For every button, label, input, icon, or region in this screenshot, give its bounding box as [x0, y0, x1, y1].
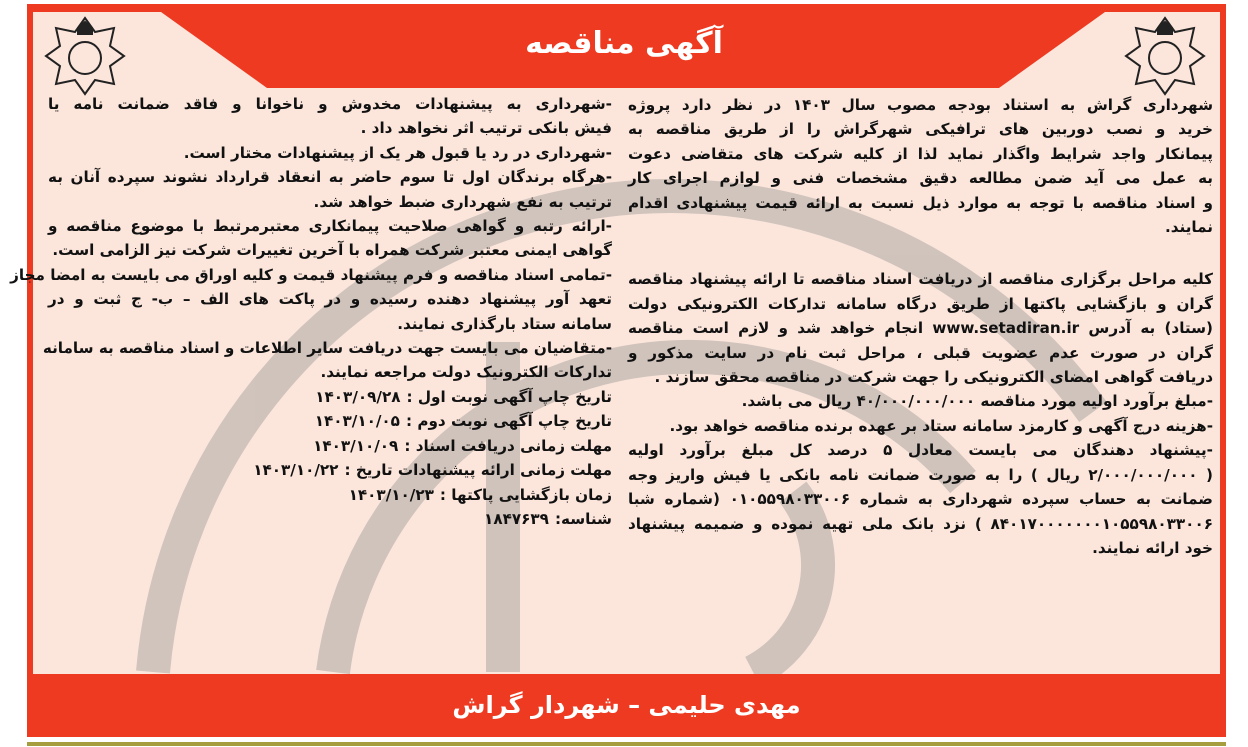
date-value: ۱۴۰۳/۰۹/۲۸: [315, 387, 401, 406]
date-row: [48, 507, 612, 531]
page-title: آگهی مناقصه: [525, 26, 723, 61]
text-line: -متقاضیان می بایست جهت دریافت سایر اطلاعات و اسناد مناقصه به سامانه: [42, 339, 612, 358]
date-value: ۱۴۰۳/۱۰/۲۲: [253, 461, 339, 480]
municipality-logo-icon: [1122, 14, 1208, 98]
date-value: ۱۸۴۷۶۳۹: [484, 509, 549, 528]
paragraph: [628, 93, 1213, 239]
text-line: خود ارائه نمایند.: [1092, 538, 1213, 557]
text-line: (ستاد) به آدرس www.setadiran.ir انجام خواهد شد و لازم است مناقصه: [628, 319, 1213, 338]
date-row: [48, 385, 612, 409]
text-line: ۸۴۰۱۷۰۰۰۰۰۰۰۱۰۵۵۹۸۰۳۳۰۰۶ ) نزد بانک ملی تهیه نموده و ضمیمه پیشنهاد: [628, 514, 1213, 533]
date-value: ۱۴۰۳/۱۰/۰۹: [313, 436, 399, 455]
text-line: دریافت گواهی امضای الکترونیکی را جهت شرکت در مناقصه محقق سازند .: [654, 368, 1213, 387]
text-line: تدارکات الکترونیک دولت مراجعه نمایند.: [320, 363, 612, 382]
date-row: [48, 483, 612, 507]
date-label: شناسه:: [554, 509, 612, 528]
text-line: سامانه ستاد بارگذاری نمایند.: [397, 314, 612, 333]
text-line: تعهد آور پیشنهاد دهنده رسیده و در پاکت های الف – ب- ج ثبت و در: [48, 290, 612, 309]
text-line: ترتیب به نفع شهرداری ضبط خواهد شد.: [313, 192, 612, 211]
paragraph: [628, 389, 1213, 413]
signature-bar: [27, 675, 1226, 735]
date-value: ۱۴۰۳/۱۰/۰۵: [314, 412, 400, 431]
text-line: نمایند.: [1164, 218, 1213, 237]
text-line: پیمانکار واجد شرایط واگذار نماید لذا از کلیه شرکت های متقاضی دعوت: [628, 144, 1213, 163]
text-line: شهرداری گراش به استناد بودجه مصوب سال ۱۴۰۳ در نظر دارد پروژه: [628, 96, 1213, 114]
text-line: ضمانت به حساب سپرده شهرداری به شماره ۰۱۰۵۵۹۸۰۳۳۰۰۶ (شماره شبا: [628, 490, 1213, 509]
text-line: -هرگاه برندگان اول تا سوم حاضر به انعقاد قرارداد نشوند سپرده آنان به: [48, 168, 612, 187]
text-line: -هزینه درج آگهی و کارمزد سامانه ستاد بر عهده برنده مناقصه خواهد بود.: [669, 416, 1213, 435]
paragraph: [628, 414, 1213, 438]
text-line: گواهی ایمنی معتبر شرکت همراه با آخرین تغییرات شرکت نیز الزامی است.: [52, 241, 612, 260]
signature-text: مهدی حلیمی – شهردار گراش: [452, 691, 801, 719]
date-row: [48, 409, 612, 433]
text-line: -مبلغ برآورد اولیه مورد مناقصه ۴۰/۰۰۰/۰۰۰/۰۰۰ ریال می باشد.: [741, 392, 1213, 411]
text-line: -ارائه رتبه و گواهی صلاحیت پیمانکاری معتبرمرتبط با موضوع مناقصه و: [48, 217, 612, 236]
paragraph: [48, 92, 612, 141]
paragraph: [48, 141, 612, 165]
text-line: به عمل می آید ضمن مطالعه دقیق مشخصات فنی و لوازم اجرای کار: [628, 169, 1213, 188]
paragraph: [628, 438, 1213, 560]
date-value: ۱۴۰۳/۱۰/۲۳: [348, 485, 434, 504]
text-line: -شهرداری به پیشنهادات مخدوش و ناخوانا و فاقد ضمانت نامه یا: [48, 95, 612, 113]
text-line: گران و بازگشایی پاکتها از طریق درگاه سامانه تدارکات الکترونیکی دولت: [628, 294, 1213, 313]
date-label: تاریخ چاپ آگهی نوبت دوم :: [405, 412, 612, 431]
date-row: [48, 458, 612, 482]
municipality-logo-icon: [42, 14, 128, 98]
text-line: کلیه مراحل برگزاری مناقصه از دریافت اسناد مناقصه تا ارائه پیشنهاد مناقصه: [628, 270, 1213, 289]
text-line: ( ۲/۰۰۰/۰۰۰/۰۰۰ ریال ) را به صورت ضمانت نامه بانکی یا فیش واریز وجه: [628, 465, 1213, 484]
text-line: خرید و نصب دوربین های ترافیکی شهرگراش را از طریق مناقصه به: [628, 120, 1213, 139]
text-line: گران در صورت عدم عضویت قبلی ، مراحل ثبت نام در سایت مذکور و: [628, 343, 1213, 362]
paragraph: [48, 165, 612, 214]
paragraph: [10, 263, 612, 336]
paragraph: [42, 336, 612, 385]
paragraph: [48, 214, 612, 263]
bottom-rule: [27, 742, 1226, 746]
date-label: مهلت زمانی دریافت اسناد :: [404, 436, 612, 455]
date-label: تاریخ چاپ آگهی نوبت اول :: [406, 387, 612, 406]
date-row: [48, 434, 612, 458]
text-line: -پیشنهاد دهندگان می بایست معادل ۵ درصد کل مبلغ برآورد اولیه: [628, 441, 1213, 460]
right-column: [628, 93, 1213, 560]
paragraph: [628, 267, 1213, 389]
text-line: -تمامی اسناد مناقصه و فرم پیشنهاد قیمت و کلیه اوراق می بایست به امضا مجاز: [10, 265, 612, 284]
text-line: -شهرداری در رد یا قبول هر یک از پیشنهادات مختار است.: [183, 143, 612, 162]
text-line: و اسناد مناقصه با توجه به موارد ذیل نسبت به ارائه قیمت پیشنهادی اقدام: [628, 193, 1213, 212]
text-line: فیش بانکی ترتیب اثر نخواهد داد .: [360, 119, 612, 138]
date-label: مهلت زمانی ارائه پیشنهادات تاریخ :: [344, 461, 612, 480]
left-column: [10, 92, 612, 531]
date-label: زمان بازگشایی پاکتها :: [439, 485, 612, 504]
